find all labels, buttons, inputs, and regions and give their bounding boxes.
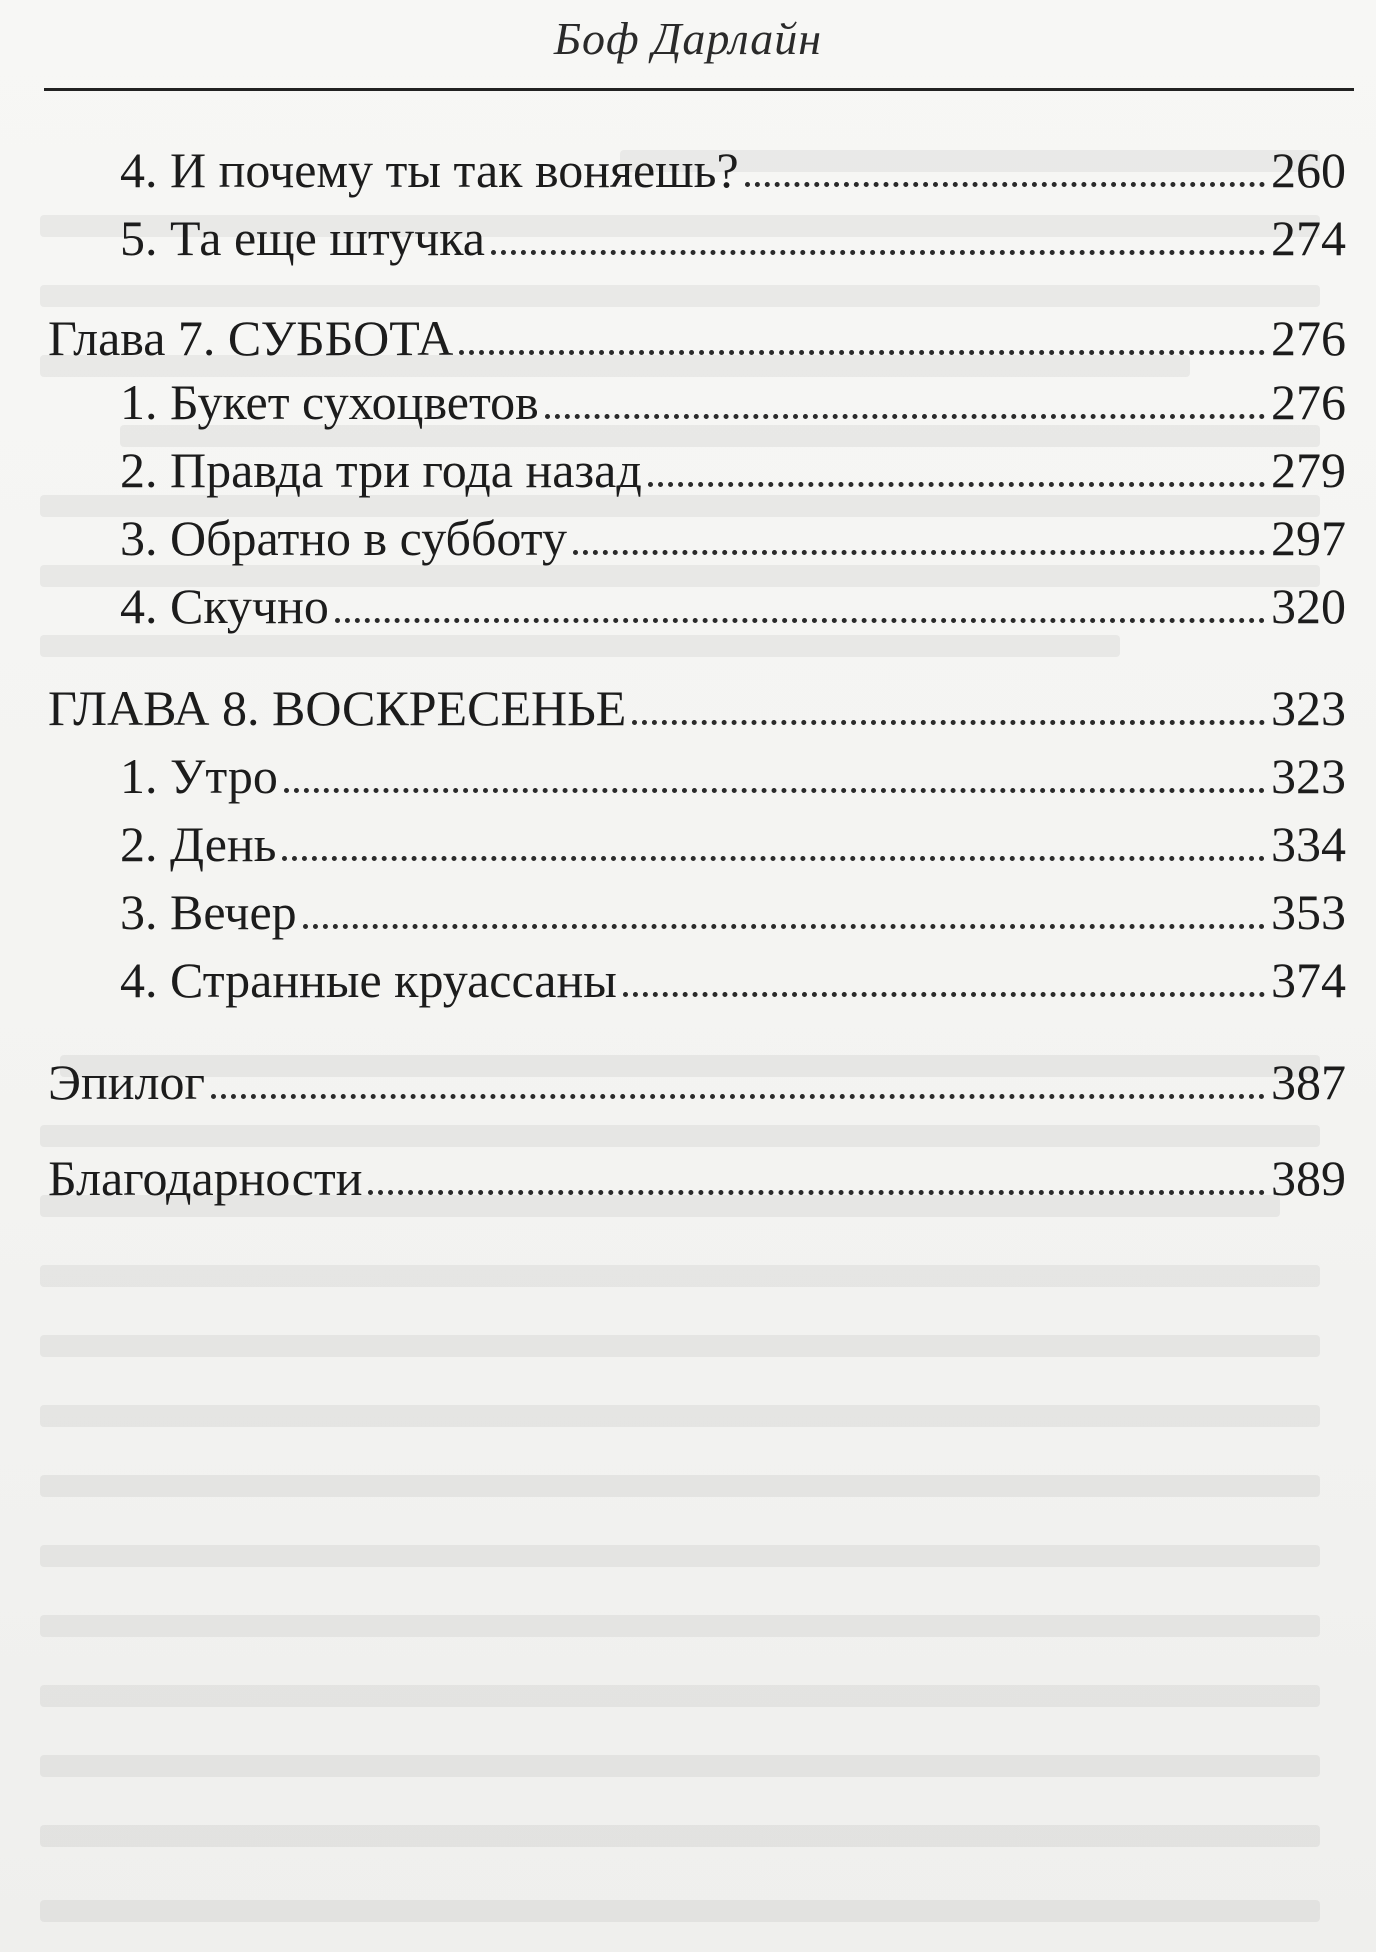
toc-entry-title: 4. Странные круассаны: [120, 952, 617, 1008]
toc-leader-dots: [211, 1094, 1265, 1099]
toc-entry-page-number: 320: [1271, 578, 1346, 634]
toc-entry-page-number: 323: [1271, 680, 1346, 736]
toc-entry-title: 4. Скучно: [120, 578, 329, 634]
toc-entry: [48, 678, 1346, 738]
toc-leader-dots: [282, 856, 1265, 861]
toc-entry: [120, 882, 1346, 942]
toc-entry-title: 2. Правда три года назад: [120, 442, 642, 498]
toc-entry-page-number: 353: [1271, 884, 1346, 940]
toc-leader-dots: [648, 482, 1265, 487]
toc-entry-title: 4. И почему ты так воняешь?: [120, 142, 739, 198]
toc-entry-title: 3. Обратно в субботу: [120, 510, 567, 566]
toc-entry: [120, 208, 1346, 268]
toc-entry-title: Эпилог: [48, 1054, 205, 1110]
toc-entry-title: Глава 7. СУББОТА: [48, 310, 454, 366]
toc-entry-title: ГЛАВА 8. ВОСКРЕСЕНЬЕ: [48, 680, 627, 736]
toc-leader-dots: [545, 414, 1265, 419]
toc-entry-title: Благодарности: [48, 1150, 363, 1206]
toc-entry-title: 1. Букет сухоцветов: [120, 374, 539, 430]
toc-entry-page-number: 297: [1271, 510, 1346, 566]
toc-leader-dots: [573, 550, 1265, 555]
toc-entry-page-number: 387: [1271, 1054, 1346, 1110]
running-header: Боф Дарлайн: [553, 13, 823, 64]
toc-leader-dots: [632, 720, 1265, 725]
toc-entry-title: 1. Утро: [120, 748, 278, 804]
toc-leader-dots: [491, 250, 1265, 255]
toc-entry: [120, 746, 1346, 806]
toc-entry-page-number: 323: [1271, 748, 1346, 804]
toc-entry: [48, 1052, 1346, 1112]
toc-entry-page-number: 274: [1271, 210, 1346, 266]
toc-entry-title: 5. Та еще штучка: [120, 210, 485, 266]
toc-entry-page-number: 276: [1271, 310, 1346, 366]
toc-entry: [48, 1148, 1346, 1208]
toc-entry: [120, 372, 1346, 432]
toc-entry: [120, 140, 1346, 200]
toc-entry-title: 2. День: [120, 816, 277, 872]
toc-entry-page-number: 389: [1271, 1150, 1346, 1206]
toc-entry: [120, 508, 1346, 568]
toc-entry-page-number: 260: [1271, 142, 1346, 198]
toc-entry-page-number: 374: [1271, 952, 1346, 1008]
header-rule: [44, 88, 1354, 91]
toc-entry-page-number: 276: [1271, 374, 1346, 430]
toc-leader-dots: [368, 1190, 1265, 1195]
toc-leader-dots: [623, 992, 1265, 997]
toc-leader-dots: [284, 788, 1265, 793]
toc-leader-dots: [745, 182, 1265, 187]
toc-leader-dots: [459, 350, 1265, 355]
toc-entry: [120, 814, 1346, 874]
toc-entry: [120, 950, 1346, 1010]
toc-entry-page-number: 279: [1271, 442, 1346, 498]
toc-leader-dots: [335, 618, 1265, 623]
toc-entry-page-number: 334: [1271, 816, 1346, 872]
toc-entry-title: 3. Вечер: [120, 884, 297, 940]
toc-entry: [120, 576, 1346, 636]
toc-entry: [48, 308, 1346, 368]
toc-leader-dots: [303, 924, 1265, 929]
toc-entry: [120, 440, 1346, 500]
